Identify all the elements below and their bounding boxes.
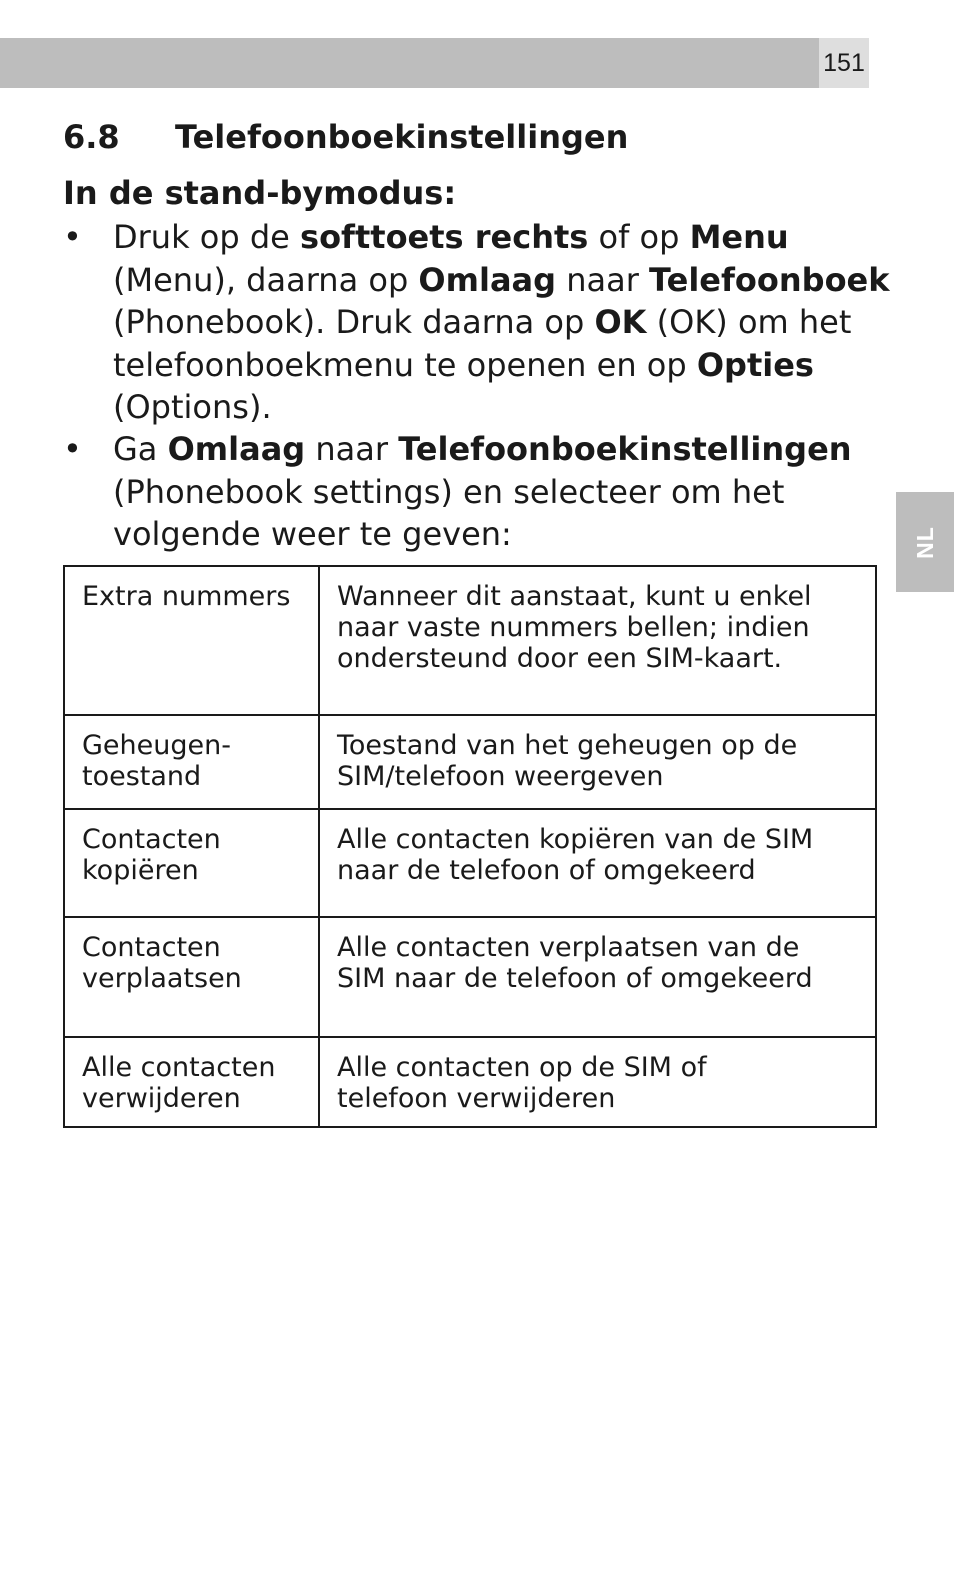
bullet-line: (Menu), daarna op Omlaag naar Telefoonboek <box>113 260 890 299</box>
page-number: 151 <box>819 38 869 88</box>
section-title: Telefoonboekinstellingen <box>175 118 629 156</box>
setting-description-cell: Alle contacten kopiëren van de SIM naar de telefoon of omgekeerd <box>319 809 876 917</box>
bullet-text <box>113 428 852 556</box>
table-row <box>64 917 876 1037</box>
setting-description-cell: Alle contacten op de SIM of telefoon verwijderen <box>319 1037 876 1127</box>
bullet-line: Ga Omlaag naar Telefoonboekinstellingen <box>113 430 852 468</box>
table-row <box>64 566 876 715</box>
table-row <box>64 715 876 809</box>
bullet-icon: • <box>63 430 82 468</box>
setting-description-cell: Toestand van het geheugen op de SIM/telefoon weergeven <box>319 715 876 809</box>
setting-description-cell: Alle contacten verplaatsen van de SIM naar de telefoon of omgekeerd <box>319 917 876 1037</box>
table-row <box>64 809 876 917</box>
setting-name-cell: Extra nummers <box>64 566 319 715</box>
setting-name-cell: Contacten verplaatsen <box>64 917 319 1037</box>
bullet-line: (Phonebook settings) en selecteer om het <box>113 472 785 511</box>
settings-table <box>63 565 877 1128</box>
bullet-line: telefoonboekmenu te openen en op Opties <box>113 345 814 384</box>
standby-mode-label: In de stand-bymodus: <box>63 174 457 212</box>
setting-name-cell: Contacten kopiëren <box>64 809 319 917</box>
section-heading <box>63 118 628 156</box>
setting-name-cell: Alle contacten verwijderen <box>64 1037 319 1127</box>
bullet-line: Druk op de softtoets rechts of op Menu <box>113 218 789 256</box>
setting-description-cell: Wanneer dit aanstaat, kunt u enkel naar vaste nummers bellen; indien ondersteund door een SIM-kaart. <box>319 566 876 715</box>
table-row <box>64 1037 876 1127</box>
bullet-icon: • <box>63 218 82 256</box>
language-tab <box>896 492 954 592</box>
bullet-text <box>113 216 890 429</box>
setting-name-cell: Geheugen- toestand <box>64 715 319 809</box>
header-bar <box>0 38 819 88</box>
bullet-line: (Phonebook). Druk daarna op OK (OK) om het <box>113 303 852 341</box>
bullet-line: volgende weer te geven: <box>113 515 512 553</box>
language-tab-label: NL <box>911 525 938 559</box>
section-number: 6.8 <box>63 118 120 156</box>
bullet-line: (Options). <box>113 388 272 426</box>
